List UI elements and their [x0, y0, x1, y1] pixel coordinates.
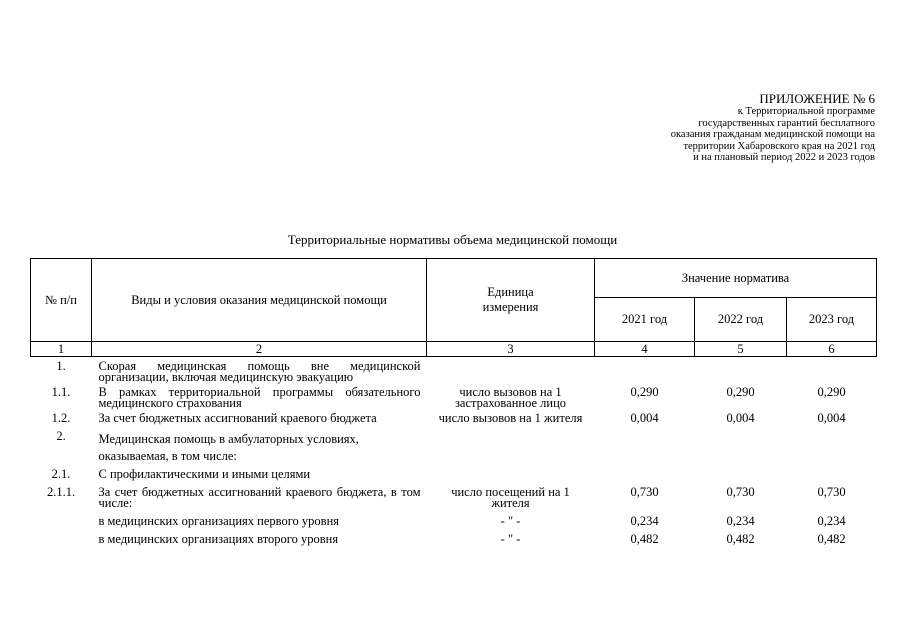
row-value-2022 — [695, 424, 787, 465]
table-row — [31, 509, 877, 527]
row-value-2023 — [787, 357, 877, 384]
table-row — [31, 527, 877, 545]
row-desc: Скорая медицинская помощь вне медицинской организации, включая медицинскую эвакуацию — [98, 359, 421, 384]
row-desc: В рамках территориальной программы обязательного медицинского страхования — [98, 385, 421, 410]
row-value-2022: 0,234 — [726, 514, 755, 528]
row-value-2021: 0,730 — [630, 485, 659, 499]
row-unit: - " - — [500, 532, 521, 546]
row-desc: Медицинская помощь в амбулаторных условиях, оказываемая, в том числе: — [98, 432, 359, 463]
row-num — [31, 509, 92, 527]
row-unit: - " - — [500, 514, 521, 528]
table-row — [31, 409, 877, 424]
column-number: 5 — [695, 342, 787, 357]
table-row — [31, 480, 877, 509]
header-unit: Единица измерения — [427, 259, 595, 342]
column-number: 6 — [787, 342, 877, 357]
row-num — [31, 527, 92, 545]
row-value-2021 — [595, 424, 695, 465]
row-num: 1.1. — [51, 385, 71, 399]
row-num: 1. — [56, 359, 66, 373]
row-num: 1.2. — [51, 411, 71, 425]
header-type: Виды и условия оказания медицинской помощи — [92, 259, 427, 342]
column-number: 1 — [31, 342, 92, 357]
row-value-2022 — [695, 357, 787, 384]
table-header — [31, 259, 877, 357]
row-unit: число вызовов на 1 жителя — [438, 411, 583, 425]
appendix-title: ПРИЛОЖЕНИЕ № 6 — [759, 91, 875, 106]
header-num: № п/п — [31, 259, 92, 342]
row-num: 2.1. — [51, 467, 71, 481]
norms-table — [30, 258, 877, 545]
row-value-2021 — [595, 465, 695, 480]
table-row — [31, 383, 877, 409]
row-num: 2. — [56, 429, 66, 443]
row-value-2021: 0,004 — [630, 411, 659, 425]
row-value-2022 — [695, 465, 787, 480]
column-number: 2 — [92, 342, 427, 357]
row-unit — [427, 357, 595, 384]
table-row — [31, 465, 877, 480]
row-desc: в медицинских организациях второго уровня — [98, 532, 339, 546]
row-value-2022: 0,482 — [726, 532, 755, 546]
row-value-2021 — [595, 357, 695, 384]
row-value-2023 — [787, 465, 877, 480]
table-row — [31, 357, 877, 384]
row-desc: в медицинских организациях первого уровня — [98, 514, 340, 528]
row-value-2023: 0,482 — [817, 532, 846, 546]
row-value-2022: 0,730 — [726, 485, 755, 499]
column-number: 4 — [595, 342, 695, 357]
appendix-line: оказания гражданам медицинской помощи на — [670, 129, 875, 140]
table-row — [31, 424, 877, 465]
table-body — [31, 357, 877, 546]
column-number: 3 — [427, 342, 595, 357]
row-value-2023: 0,290 — [817, 385, 846, 399]
row-num: 2.1.1. — [46, 485, 76, 499]
appendix-line: территории Хабаровского края на 2021 год — [683, 140, 875, 152]
appendix-line: и на плановый период 2022 и 2023 годов — [693, 152, 875, 163]
header-year-2021: 2021 год — [595, 298, 695, 342]
row-value-2023: 0,234 — [817, 514, 846, 528]
row-value-2022: 0,290 — [726, 385, 755, 399]
appendix-line: к Территориальной программе — [737, 106, 875, 117]
row-value-2021: 0,234 — [630, 514, 659, 528]
header-value: Значение норматива — [595, 259, 877, 298]
row-value-2023 — [787, 424, 877, 465]
row-value-2022: 0,004 — [726, 411, 755, 425]
row-unit — [427, 465, 595, 480]
row-desc: За счет бюджетных ассигнований краевого бюджета, в том числе: — [98, 485, 421, 510]
row-value-2021: 0,482 — [630, 532, 659, 546]
row-unit — [427, 424, 595, 465]
row-value-2021: 0,290 — [630, 385, 659, 399]
header-year-2022: 2022 год — [695, 298, 787, 342]
appendix-line: государственных гарантий бесплатного — [698, 117, 875, 129]
header-year-2023: 2023 год — [787, 298, 877, 342]
appendix-header — [671, 91, 875, 164]
row-desc: За счет бюджетных ассигнований краевого бюджета — [98, 411, 377, 425]
row-value-2023: 0,730 — [817, 485, 846, 499]
row-value-2023: 0,004 — [817, 411, 846, 425]
document-title: Территориальные нормативы объема медицинской помощи — [287, 232, 618, 247]
row-unit: число посещений на 1 жителя — [451, 485, 570, 510]
column-number-row — [31, 342, 877, 357]
row-unit: число вызовов на 1 застрахованное лицо — [454, 385, 567, 410]
row-desc: С профилактическими и иными целями — [98, 467, 311, 481]
